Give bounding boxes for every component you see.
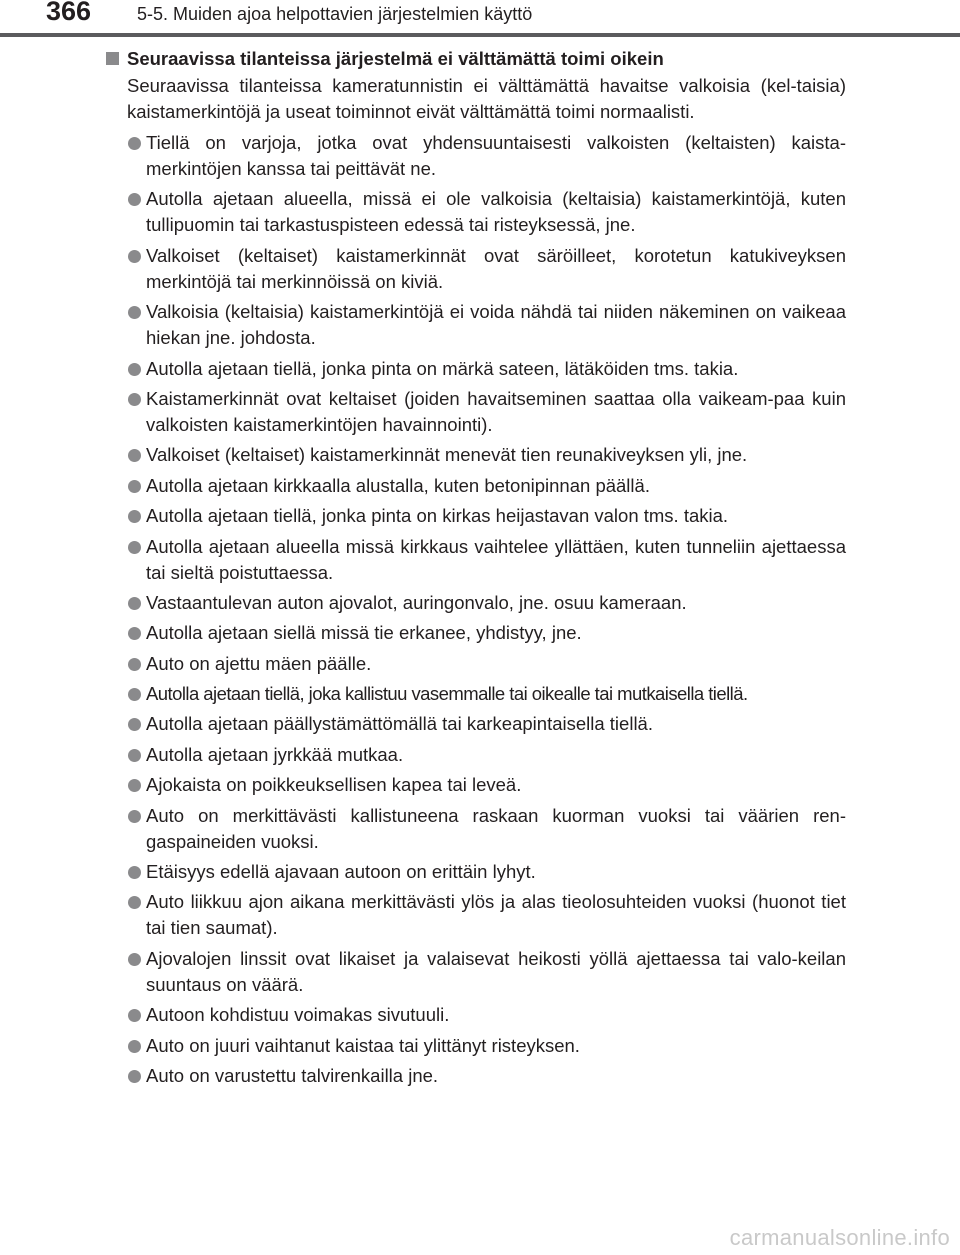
list-item-text: Ajovalojen linssit ovat likaiset ja valaisevat heikosti yöllä ajettaessa tai valo-keilan suuntaus on väärä. — [146, 947, 846, 995]
list-item — [106, 590, 846, 616]
list-item-text: Auto on varustettu talvirenkailla jne. — [146, 1064, 439, 1086]
round-bullet-icon — [128, 510, 141, 523]
list-item-text: Auto liikkuu ajon aikana merkittävästi ylös ja alas tieolosuhteiden vuoksi (huonot tiet tai tien saumat). — [146, 891, 846, 939]
round-bullet-icon — [128, 449, 141, 462]
round-bullet-icon — [128, 1040, 141, 1053]
list-item — [106, 503, 846, 529]
round-bullet-icon — [128, 718, 141, 731]
round-bullet-icon — [128, 779, 141, 792]
list-item-text: Valkoisia (keltaisia) kaistamerkintöjä ei voida nähdä tai niiden näkeminen on vaikeaa hiekan jne. johdosta. — [146, 301, 846, 349]
list-item-text: Auto on ajettu mäen päälle. — [146, 652, 372, 674]
list-item-text: Etäisyys edellä ajavaan autoon on erittäin lyhyt. — [146, 861, 536, 883]
list-item-text: Autolla ajetaan jyrkkää mutkaa. — [146, 743, 404, 765]
list-item-text: Tiellä on varjoja, jotka ovat yhdensuuntaisesti valkoisten (keltaisten) kaista-merkintöjen kanssa tai peittävät ne. — [146, 132, 846, 179]
list-item-text: Autolla ajetaan siellä missä tie erkanee, yhdistyy, jne. — [146, 622, 582, 644]
round-bullet-icon — [128, 393, 141, 406]
list-item-text: Auto on merkittävästi kallistuneena raskaan kuorman vuoksi tai väärien ren-gaspaineiden vuoksi. — [146, 804, 846, 852]
round-bullet-icon — [128, 658, 141, 671]
section-intro: Seuraavissa tilanteissa kameratunnistin ei välttämättä havaitse valkoisia (kel-taisia) kaistamerkintöjä ja useat toiminnot eivät välttämättä toimi normaalisti. — [127, 75, 846, 122]
list-item — [106, 946, 846, 998]
list-item-text: Ajokaista on poikkeuksellisen kapea tai leveä. — [146, 774, 522, 796]
list-item — [106, 386, 846, 438]
list-item-text: Vastaantulevan auton ajovalot, auringonvalo, jne. osuu kameraan. — [146, 591, 687, 613]
round-bullet-icon — [128, 193, 141, 206]
list-item-text: Valkoiset (keltaiset) kaistamerkinnät ovat säröilleet, korotetun katukiveyksen merkintöjä tai merkinnöissä on kiviä. — [146, 244, 846, 292]
list-item-text: Autolla ajetaan alueella missä kirkkaus vaihtelee yllättäen, kuten tunneliin ajettaessa tai sieltä poistuttaessa. — [146, 535, 846, 583]
list-item — [106, 620, 846, 646]
list-item — [106, 889, 846, 941]
list-item — [106, 742, 846, 768]
section-heading-text: Seuraavissa tilanteissa järjestelmä ei välttämättä toimi oikein — [127, 48, 664, 69]
round-bullet-icon — [128, 627, 141, 640]
round-bullet-icon — [128, 749, 141, 762]
round-bullet-icon — [128, 306, 141, 319]
list-item — [106, 1033, 846, 1059]
list-item-text: Autolla ajetaan päällystämättömällä tai karkeapintaisella tiellä. — [146, 713, 653, 735]
page-number: 366 — [46, 0, 92, 26]
round-bullet-icon — [128, 250, 141, 263]
list-item — [106, 772, 846, 798]
list-item — [106, 1002, 846, 1028]
list-item — [106, 711, 846, 737]
footer-watermark: carmanualsonline.info — [729, 1225, 950, 1250]
list-item — [106, 356, 846, 382]
list-item-text: Kaistamerkinnät ovat keltaiset (joiden havaitseminen saattaa olla vaikeam-paa kuin valkoisten kaistamerkintöjen havainnointi). — [146, 387, 846, 435]
square-bullet-icon — [106, 52, 119, 65]
conditions-list — [106, 130, 846, 1089]
list-item — [106, 859, 846, 885]
list-item — [106, 803, 846, 855]
round-bullet-icon — [128, 480, 141, 493]
list-item — [106, 442, 846, 468]
list-item-text: Autolla ajetaan tiellä, jonka pinta on märkä sateen, lätäköiden tms. takia. — [146, 357, 739, 379]
round-bullet-icon — [128, 810, 141, 823]
list-item — [106, 243, 846, 295]
list-item-text: Autolla ajetaan kirkkaalla alustalla, kuten betonipinnan päällä. — [146, 474, 650, 496]
round-bullet-icon — [128, 597, 141, 610]
list-item-text: Autoon kohdistuu voimakas sivutuuli. — [146, 1004, 450, 1026]
running-header-title: 5-5. Muiden ajoa helpottavien järjestelmien käyttö — [137, 4, 533, 24]
round-bullet-icon — [128, 137, 141, 150]
round-bullet-icon — [128, 541, 141, 554]
header-divider — [0, 33, 960, 37]
list-item-text: Valkoiset (keltaiset) kaistamerkinnät menevät tien reunakiveyksen yli, jne. — [146, 444, 748, 466]
round-bullet-icon — [128, 1070, 141, 1083]
list-item-text: Autolla ajetaan tiellä, jonka pinta on kirkas heijastavan valon tms. takia. — [146, 505, 729, 527]
list-item-text: Autolla ajetaan alueella, missä ei ole valkoisia (keltaisia) kaistamerkintöjä, kuten tullipuomin tai tarkastuspisteen edessä tai risteyksessä, jne. — [146, 188, 846, 236]
round-bullet-icon — [128, 363, 141, 376]
list-item-text: Auto on juuri vaihtanut kaistaa tai ylittänyt risteyksen. — [146, 1034, 580, 1056]
list-item-text: Autolla ajetaan tiellä, joka kallistuu vasemmalle tai oikealle tai mutkaisella tiellä. — [146, 683, 748, 705]
list-item — [106, 1063, 846, 1089]
round-bullet-icon — [128, 953, 141, 966]
list-item — [106, 186, 846, 238]
list-item — [106, 130, 846, 182]
round-bullet-icon — [128, 1009, 141, 1022]
round-bullet-icon — [128, 896, 141, 909]
conditions-section — [106, 46, 846, 1093]
list-item — [106, 299, 846, 351]
list-item — [106, 651, 846, 677]
list-item — [106, 534, 846, 586]
round-bullet-icon — [128, 866, 141, 879]
round-bullet-icon — [128, 688, 141, 701]
list-item — [106, 473, 846, 499]
list-item — [106, 681, 846, 707]
section-heading — [106, 46, 846, 72]
